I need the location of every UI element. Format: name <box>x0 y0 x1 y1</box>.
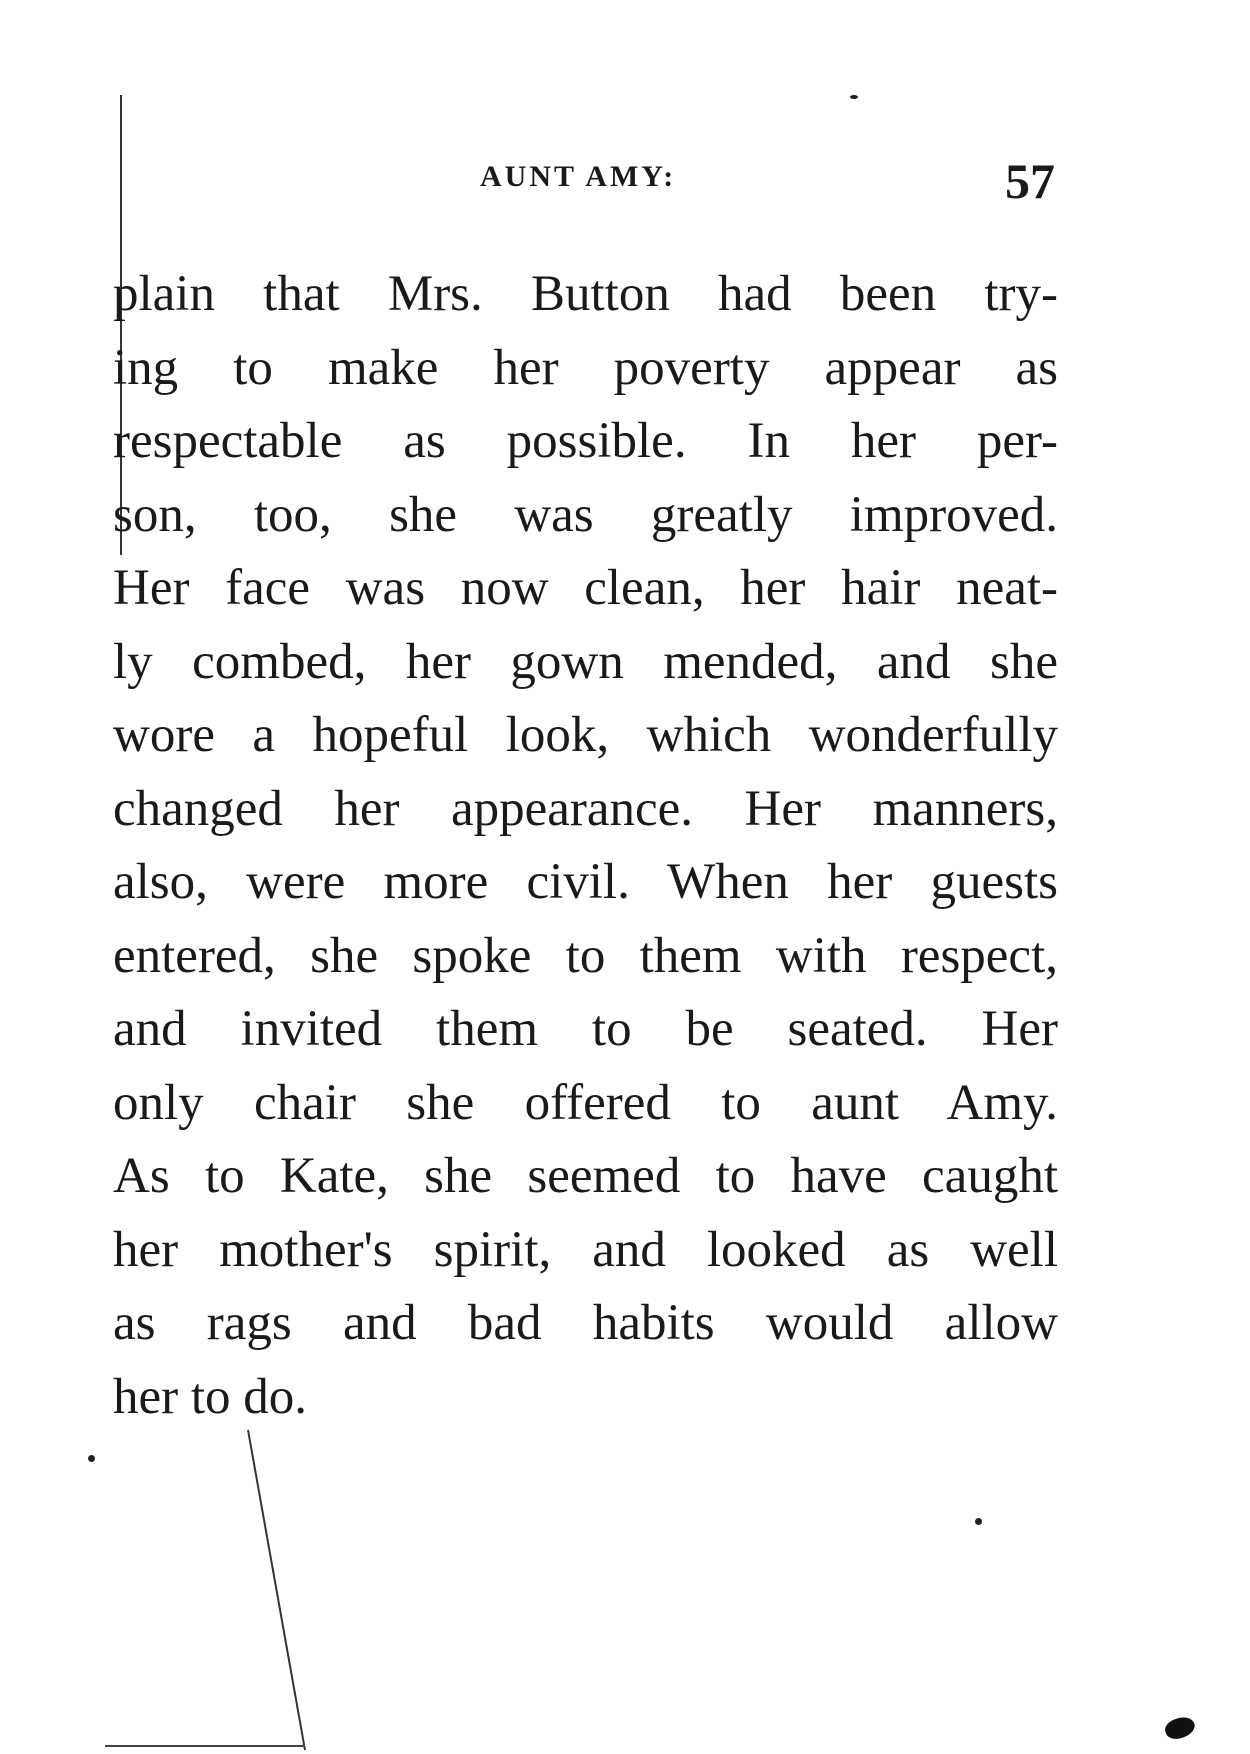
text-line: ing to make her poverty appear as <box>113 339 1058 396</box>
text-line: ly combed, her gown mended, and she <box>113 633 1058 690</box>
dust-speck <box>850 95 858 99</box>
text-line: her to do. <box>113 1368 308 1425</box>
page-bottom-rule <box>105 1745 305 1747</box>
scratch-stroke <box>248 1430 305 1750</box>
text-line: and invited them to be seated. Her <box>113 1001 1058 1057</box>
text-line: As to Kate, she seemed to have caught <box>113 1148 1058 1204</box>
dust-speck <box>975 1518 982 1525</box>
text-line: changed her appearance. Her manners, <box>113 780 1058 837</box>
text-line: wore a hopeful look, which wonderfully <box>113 707 1058 763</box>
text-line: her mother's spirit, and looked as well <box>113 1221 1058 1278</box>
page-number: 57 <box>1005 153 1055 209</box>
running-title: AUNT AMY: <box>480 160 677 193</box>
text-line: as rags and bad habits would allow <box>113 1295 1058 1351</box>
text-line: only chair she offered to aunt Amy. <box>113 1074 1058 1131</box>
text-line: Her face was now clean, her hair neat- <box>113 560 1058 616</box>
dust-speck <box>88 1455 95 1462</box>
text-line: son, too, she was greatly improved. <box>113 486 1058 543</box>
text-line: also, were more civil. When her guests <box>113 854 1058 910</box>
text-line: plain that Mrs. Button had been try- <box>113 266 1058 322</box>
text-line: entered, she spoke to them with respect, <box>113 927 1058 984</box>
text-line: respectable as possible. In her per- <box>113 413 1058 469</box>
